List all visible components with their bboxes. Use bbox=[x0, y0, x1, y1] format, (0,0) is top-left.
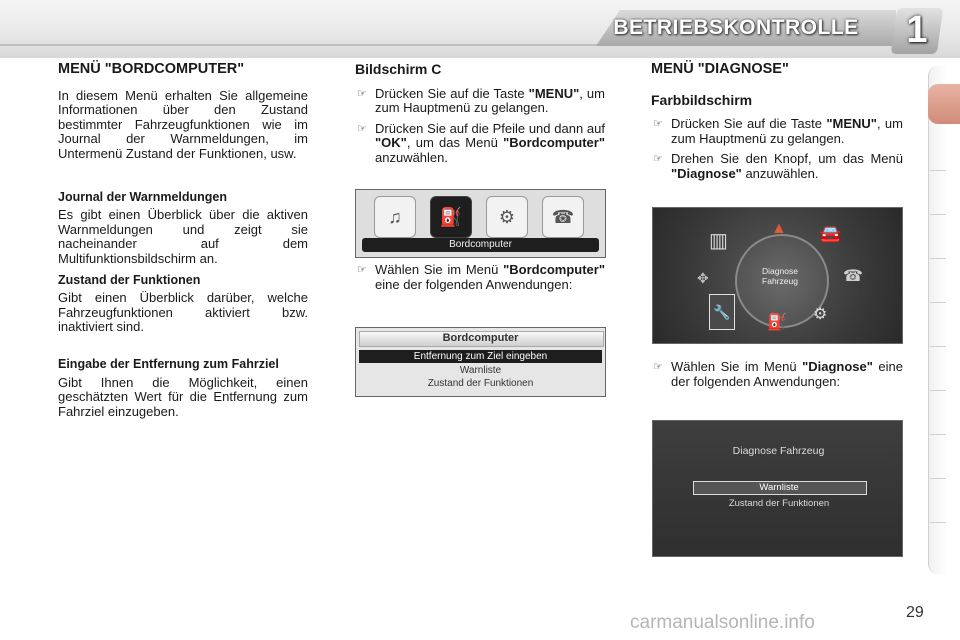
settings-sliders-icon: ⚙ bbox=[498, 206, 516, 227]
wheel-center-label: Diagnose Fahrzeug bbox=[762, 266, 798, 286]
instruction-text: anzuwählen. bbox=[375, 149, 448, 165]
chapter-number: 1 bbox=[906, 9, 928, 51]
instruction-text: , um zum Hauptmenü zu gelangen. bbox=[671, 116, 903, 146]
instruction-text: Drehen Sie den Knopf, um das Menü bbox=[671, 151, 903, 167]
rail-divider bbox=[930, 390, 946, 391]
menu-tile bbox=[374, 196, 416, 238]
chapter-tab-rail bbox=[928, 66, 947, 574]
diagnose-tools-icon[interactable]: 🔧 bbox=[709, 294, 735, 330]
instruction-text: Wählen Sie im Menü bbox=[375, 262, 504, 277]
menu-tile bbox=[542, 196, 584, 238]
instruction-text: Drücken Sie auf die Taste bbox=[375, 85, 529, 101]
instruction-text: Drücken Sie auf die Taste bbox=[671, 116, 827, 132]
right-column-lower bbox=[651, 360, 903, 395]
bordcomputer-menu-screen bbox=[355, 189, 606, 258]
phone-icon: ☎ bbox=[551, 206, 575, 227]
pointing-finger-icon: ☞ bbox=[357, 87, 367, 100]
settings-sliders-icon: ⚙ bbox=[813, 306, 828, 323]
rail-divider bbox=[930, 346, 946, 347]
instruction-text: Drücken Sie auf die Pfeile und dann auf bbox=[375, 120, 605, 136]
menu-tile bbox=[486, 196, 528, 238]
instruction-text: eine der folgenden Anwendungen: bbox=[671, 359, 903, 389]
car-icon: 🚘 bbox=[819, 224, 842, 244]
diagnose-submenu-screen bbox=[652, 420, 903, 557]
page-number: 29 bbox=[906, 604, 924, 621]
fuel-pump-icon: ⛽ bbox=[439, 206, 463, 227]
selected-menu-label: Bordcomputer bbox=[449, 239, 512, 250]
instruction-text: anzuwählen. bbox=[741, 165, 819, 181]
instruction-text: , um das Menü bbox=[406, 135, 504, 151]
pointing-finger-icon: ☞ bbox=[357, 122, 367, 135]
subsection-text: Es gibt einen Überblick über die aktiven Warnmeldungen und zeigt sie nacheinander auf dem Multifunktionsbildschirm an. bbox=[58, 207, 308, 266]
pointing-finger-icon: ☞ bbox=[357, 264, 367, 276]
instruction-item bbox=[355, 87, 605, 116]
middle-column-lower bbox=[355, 263, 605, 298]
bordcomputer-submenu-screen bbox=[355, 327, 606, 397]
key-label: "OK" bbox=[375, 135, 407, 151]
pointing-finger-icon: ☞ bbox=[653, 361, 663, 373]
section-title: MENÜ "DIAGNOSE" bbox=[651, 61, 789, 77]
page-title: BETRIEBSKONTROLLE bbox=[613, 16, 859, 39]
compass-icon: ✥ bbox=[697, 270, 709, 286]
pointing-finger-icon: ☞ bbox=[653, 118, 663, 131]
screen-title: Diagnose Fahrzeug bbox=[732, 445, 825, 457]
menu-label: "Bordcomputer" bbox=[503, 135, 605, 151]
submenu-item[interactable]: Warnliste bbox=[459, 365, 502, 376]
subsection-title: Zustand der Funktionen bbox=[58, 272, 201, 287]
middle-column bbox=[355, 62, 605, 172]
subsection-title: Journal der Warnmeldungen bbox=[58, 189, 228, 204]
section-title: Bildschirm C bbox=[355, 61, 442, 77]
rail-divider bbox=[930, 522, 946, 523]
intro-text: In diesem Menü erhalten Sie allgemeine Informationen über den Zustand bestimmter Fahrzeugfunktionen wie im Journal der Warnmeldungen, im Untermenü Zustand der Funktionen, usw. bbox=[58, 87, 308, 161]
submenu-item-selected[interactable]: Warnliste bbox=[759, 482, 799, 493]
active-chapter-tab[interactable] bbox=[928, 84, 960, 124]
diagnose-color-menu-screen bbox=[652, 207, 903, 344]
instruction-item bbox=[651, 117, 903, 146]
submenu-item[interactable]: Zustand der Funktionen bbox=[427, 378, 534, 389]
audio-icon: ♫ bbox=[388, 206, 402, 227]
subsection-text: Gibt einen Überblick darüber, welche Fahrzeugfunktionen aktiviert bzw. inaktiviert sind. bbox=[58, 290, 308, 335]
instruction-text: , um zum Hauptmenü zu gelangen. bbox=[375, 85, 605, 116]
instruction-item bbox=[355, 263, 605, 292]
rail-divider bbox=[930, 258, 946, 259]
key-label: "MENU" bbox=[528, 85, 580, 101]
subsection-title: Eingabe der Entfernung zum Fahrziel bbox=[58, 356, 279, 371]
subsection-text: Gibt Ihnen die Möglichkeit, einen geschätzten Wert für die Entfernung zum Fahrziel einzugeben. bbox=[58, 374, 308, 419]
fuel-gauge-icon: ⛽ bbox=[767, 314, 787, 331]
submenu-item-selected[interactable]: Entfernung zum Ziel eingeben bbox=[413, 351, 548, 362]
instruction-item bbox=[651, 152, 903, 181]
rail-divider bbox=[930, 434, 946, 435]
left-column bbox=[58, 62, 308, 419]
instruction-text: eine der folgenden Anwendungen: bbox=[375, 276, 573, 292]
menu-label: "Diagnose" bbox=[671, 165, 742, 181]
screen-title: Bordcomputer bbox=[442, 332, 519, 344]
menu-tile-selected bbox=[430, 196, 472, 238]
instruction-item bbox=[651, 360, 903, 389]
pointing-finger-icon: ☞ bbox=[653, 153, 663, 166]
submenu-item[interactable]: Zustand der Funktionen bbox=[728, 498, 830, 509]
warning-triangle-icon: ▲ bbox=[771, 220, 787, 237]
right-column bbox=[651, 62, 903, 188]
menu-label: "Bordcomputer" bbox=[503, 262, 605, 277]
phone-icon: ☎ bbox=[843, 268, 863, 285]
rail-divider bbox=[930, 302, 946, 303]
subsection-title: Farbbildschirm bbox=[651, 91, 753, 108]
rail-divider bbox=[930, 214, 946, 215]
instruction-item bbox=[355, 122, 605, 166]
instruction-text: Wählen Sie im Menü bbox=[671, 359, 803, 374]
menu-label: "Diagnose" bbox=[802, 359, 873, 374]
rail-divider bbox=[930, 170, 946, 171]
key-label: "MENU" bbox=[826, 116, 877, 132]
watermark: carmanualsonline.info bbox=[630, 612, 815, 633]
section-title: MENÜ "BORDCOMPUTER" bbox=[58, 61, 245, 77]
rail-divider bbox=[930, 478, 946, 479]
book-icon: ▥ bbox=[709, 230, 728, 252]
